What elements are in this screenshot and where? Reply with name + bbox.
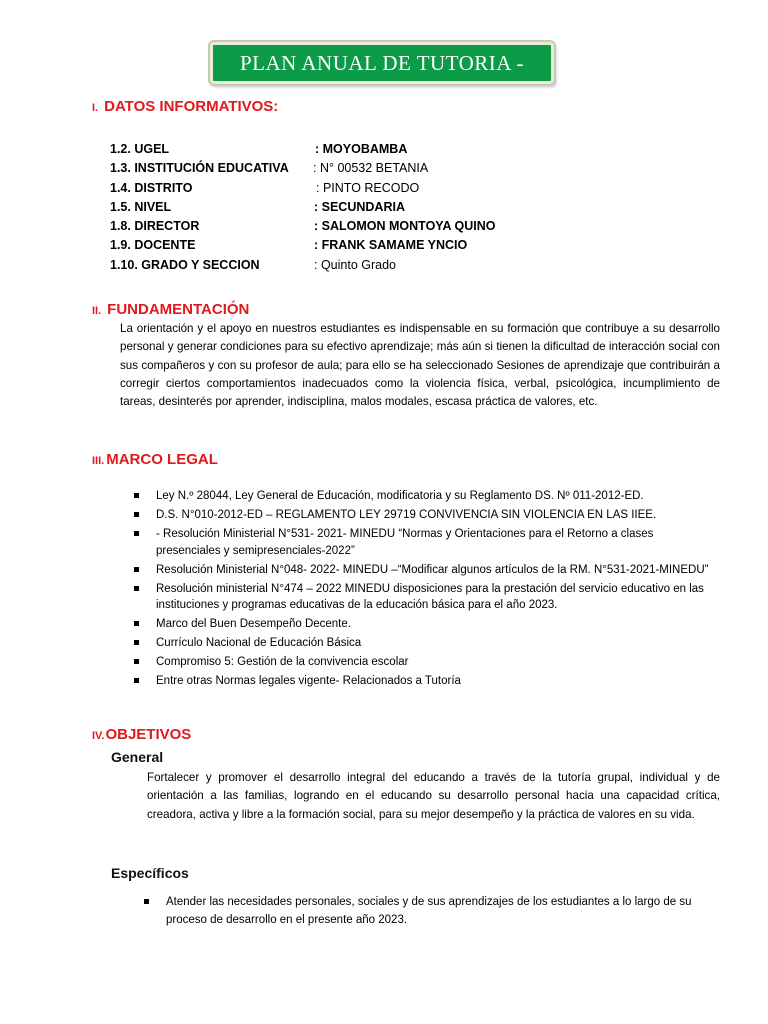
list-item	[132, 581, 718, 614]
list-item	[132, 616, 718, 633]
list-item-text: - Resolución Ministerial N°531- 2021- MINEDU “Normas y Orientaciones para el Retorno a clases presenciales y semipresenciales-2022”	[156, 528, 654, 557]
info-value: : Quinto Grado	[314, 258, 396, 272]
list-item	[132, 507, 718, 524]
objetivos-especificos-list	[142, 893, 720, 932]
bullet-icon	[134, 621, 139, 626]
bullet-icon	[134, 512, 139, 517]
list-item-text: Resolución Ministerial N°048- 2022- MINEDU –“Modificar algunos artículos de la RM. N°531-2021-MINEDU”	[156, 563, 709, 576]
list-item-text: Entre otras Normas legales vigente- Relacionados a Tutoría	[156, 675, 461, 687]
section-heading-objetivos	[92, 726, 191, 744]
section-title: MARCO LEGAL	[106, 451, 218, 468]
list-item-text: D.S. N°010-2012-ED – REGLAMENTO LEY 29719 CONVIVENCIA SIN VIOLENCIA EN LAS IIEE.	[156, 509, 657, 521]
list-item	[132, 526, 718, 559]
info-value: : N° 00532 BETANIA	[313, 161, 429, 175]
objetivos-especificos-heading: Específicos	[111, 865, 189, 881]
info-label: 1.2. UGEL	[110, 142, 170, 156]
title-banner	[210, 42, 554, 84]
list-item	[132, 673, 718, 690]
bullet-icon	[134, 493, 139, 498]
list-item-text: Atender las necesidades personales, sociales y de sus aprendizajes de los estudiantes a lo largo de su proceso de desarrollo en el presente año 2023.	[166, 896, 692, 926]
list-item-text: Resolución ministerial N°474 – 2022 MINEDU disposiciones para la prestación del servicio educativo en las instituciones y programas educativas de la educación básica para el año 2023.	[156, 582, 704, 611]
info-label: 1.10. GRADO Y SECCION	[110, 258, 260, 272]
bullet-icon	[144, 899, 149, 904]
list-item-text: Marco del Buen Desempeño Decente.	[156, 618, 351, 630]
section-heading-datos	[92, 98, 278, 116]
section-title: OBJETIVOS	[105, 726, 192, 743]
info-value: : SALOMON MONTOYA QUINO	[314, 219, 496, 233]
page-title: PLAN ANUAL DE TUTORIA -	[239, 50, 525, 75]
bullet-icon	[134, 567, 139, 572]
info-label: 1.5. NIVEL	[110, 200, 172, 214]
section-number: I.	[92, 102, 99, 114]
section-number: III.	[92, 455, 105, 467]
objetivo-general-paragraph: Fortalecer y promover el desarrollo integral del educando a través de la tutoría grupal, individual y de orientación a las familias, logrando en el educando su desarrollo personal hacia una capacidad crítica, creadora, activa y libre a la formación social, para su mejor desempeño y la práctica de valores en su vida.	[147, 771, 720, 821]
list-item	[132, 654, 718, 671]
info-value: : SECUNDARIA	[314, 200, 405, 214]
list-item-text: Compromiso 5: Gestión de la convivencia escolar	[156, 656, 409, 668]
info-label: 1.9. DOCENTE	[110, 238, 196, 252]
bullet-icon	[134, 678, 139, 683]
list-item	[142, 893, 720, 929]
info-value: : FRANK SAMAME YNCIO	[314, 238, 468, 252]
list-item-text: Ley N.º 28044, Ley General de Educación, modificatoria y su Reglamento DS. Nº 011-2012-ED.	[156, 490, 644, 502]
section-title: FUNDAMENTACIÓN	[107, 301, 250, 318]
bullet-icon	[134, 640, 139, 645]
info-label: 1.3. INSTITUCIÓN EDUCATIVA	[110, 161, 289, 175]
bullet-icon	[134, 586, 139, 591]
info-label: 1.4. DISTRITO	[110, 181, 193, 195]
fundamentacion-paragraph: La orientación y el apoyo en nuestros estudiantes es indispensable en su formación que contribuye a su desarrollo personal y generar condiciones para su efectivo aprendizaje; más aún si tienen la dificultad de interacción social con sus compañeros y con su profesor de aula; para ello se ha seleccionado Sesiones de aprendizaje que contribuirán a corregir ciertos comportamientos inadecuados como la violencia física, verbal, psicológica, incumplimiento de tareas, desinterés por aprender, indisciplina, malos modales, escasa práctica de valores, etc.	[120, 322, 720, 409]
marco-legal-list	[132, 488, 718, 692]
section-title: DATOS INFORMATIVOS:	[104, 98, 279, 115]
list-item-text: Currículo Nacional de Educación Básica	[156, 637, 362, 649]
list-item	[132, 488, 718, 505]
section-heading-fundamentacion	[92, 301, 249, 319]
list-item	[132, 562, 718, 579]
section-heading-marco-legal	[92, 451, 218, 469]
section-number: II.	[92, 305, 102, 317]
bullet-icon	[134, 531, 139, 536]
info-label: 1.8. DIRECTOR	[110, 219, 200, 233]
objetivo-general-heading: General	[111, 749, 164, 765]
section-number: IV.	[92, 730, 105, 742]
bullet-icon	[134, 659, 139, 664]
list-item	[132, 635, 718, 652]
info-value: : PINTO RECODO	[316, 181, 420, 195]
info-value: : MOYOBAMBA	[315, 142, 408, 156]
